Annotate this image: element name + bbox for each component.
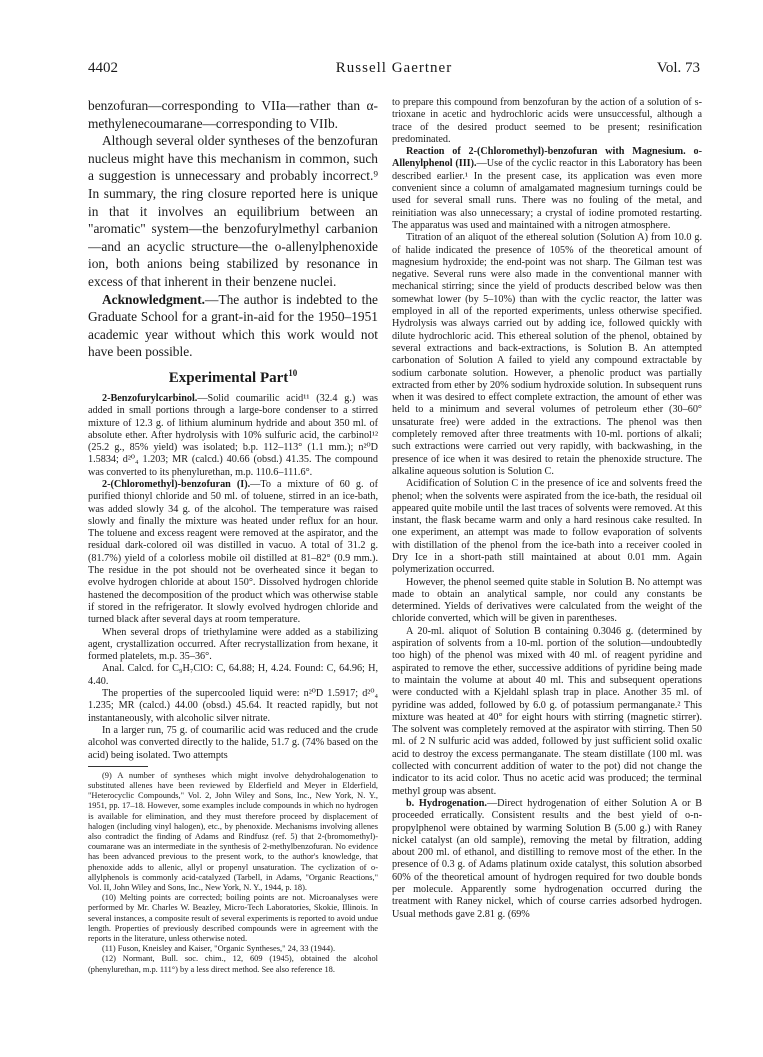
paragraph: Although several older syntheses of the benzofuran nucleus might have this mechanism in common, such a suggestion is unnecessary and probably incorrect.⁹ In summary, the ring closure reported here is unique in that it involves an equilibrium between an "aromatic" system—the benzofurylmethyl carbanion—and an acyclic structure—the o-allenylphenoxide ion, both anions being stabilized by resonance in excess of that inherent in their benzene nuclei. — [88, 133, 378, 289]
paragraph: In a larger run, 75 g. of coumarilic acid was reduced and the crude alcohol was converted directly to the halide, 51.7 g. (74% based on the acid) being isolated. Two attempts — [88, 724, 378, 761]
page-number: 4402 — [88, 60, 118, 76]
experimental-entry — [392, 146, 702, 232]
right-column — [392, 97, 702, 1057]
left-column — [88, 97, 378, 1057]
entry-heading: 2-Benzofurylcarbinol. — [102, 392, 198, 404]
footnote: (12) Normant, Bull. soc. chim., 12, 609 (1945), obtained the alcohol (phenylurethan, m.p. 111°) by a less direct method. See also reference 18. — [88, 954, 378, 974]
entry-text: —Use of the cyclic reactor in this Laboratory has been described earlier.¹ In the present case, its application was even more convenient since a column of amalgamated magnesium turnings could be used for several small runs. There was no fouling of the metal, and reinitiation was also unnecessary; a crystal of iodine promoted restarting. The apparatus was used and maintained with a nitrogen atmosphere. — [392, 158, 702, 231]
paragraph: Titration of an aliquot of the ethereal solution (Solution A) from 10.0 g. of halide indicated the presence of 105% of the theoretical amount of magnesium hydroxide; the end-point was not sharp. The Gilman test was negative. Several runs were also made in the conventional manner with mechanical stirring; since the yield of products described below was then somewhat lower (by 5–10%) than with the cyclic reactor, the latter was employed in all of the reported experiments, unless otherwise specified. Hydrolysis was always carried out by adding ice, followed quickly with dilute hydrochloric acid. This ethereal solution of the phenol, obtained by several extractions and back-extractions, is Solution B. An attempted carbonation of Solution A failed to yield any compound extractable by sodium carbonate solution. However, a phenolic product was partially extracted from ether by 20% sodium hydroxide solution. In subsequent runs when it was desired to effect complete extraction, the amount of ether was held to a minimum and several volumes of petroleum ether (30–60° unsaturate free) were added in the extractions. The phenol was then completely removed after three treatments with 10-ml. portions of alkali; such extractions were carried out very rapidly, with backwashing, in the presence of ice when it was desired to retain the phenoxide structure. The alkaline aqueous solution is Solution C. — [392, 232, 702, 477]
paragraph: However, the phenol seemed quite stable in Solution B. No attempt was made to obtain an analytical sample, nor could any constants be determined. Yields of derivatives were calculated from the weight of the chloride converted, which will be given in parentheses. — [392, 576, 702, 625]
experimental-entry — [88, 479, 378, 627]
entry-heading: Reaction of 2-(Chloromethyl)-benzofuran with Magnesium. o-Allenylphenol (III). — [392, 146, 702, 170]
paragraph: Acidification of Solution C in the presence of ice and solvents freed the phenol; when the solvents were aspirated from the ice-bath, the residual oil appeared quite mobile until the last traces of solvents were removed. At this instant, the flask became warm and only a hard resinous cake resulted. In one experiment, an attempt was made to follow evaporation of solvents with distillation of the phenol from the ice-bath into a receiver cooled in Dry Ice in a short-path still maintained at about 0.01 mm. Again polymerization occurred. — [392, 478, 702, 576]
entry-heading: 2-(Chloromethyl)-benzofuran (I). — [102, 478, 251, 490]
entry-text: —Solid coumarilic acid¹¹ (32.4 g.) was added in small portions through a large-bore condenser to a stirred mixture of 12.3 g. of lithium aluminum hydride and about 350 ml. of absolute ether. After hydrolysis with 10% sulfuric acid, the carbinol¹² (25.2 g., 85% yield) was isolated; b.p. 112–113° (1.1 mm.); n²⁰D 1.5834; d²⁰₄ 1.203; MR (calcd.) 40.66 (obsd.) 41.35. The compound was converted to its phenylurethan, m.p. 110.6–111.6°. — [88, 392, 378, 478]
section-title — [88, 368, 378, 387]
footnote: (10) Melting points are corrected; boiling points are not. Microanalyses were performed by Mr. Charles W. Beazley, Micro-Tech Laboratories, Skokie, Illinois. In several instances, a composite result of several experiments is reported to avoid undue length. Properties of previously described compounds were in agreement with the reports in the literature, unless otherwise noted. — [88, 893, 378, 944]
experimental-entry — [392, 798, 702, 921]
paragraph: The properties of the supercooled liquid were: n²⁰D 1.5917; d²⁰₄ 1.235; MR (calcd.) 44.00 (obsd.) 45.64. It reacted rapidly, but not instantaneously, with alcoholic silver nitrate. — [88, 688, 378, 724]
acknowledgment — [88, 291, 378, 361]
entry-text: —To a mixture of 60 g. of purified thionyl chloride and 50 ml. of toluene, stirred in an ice-bath, was added slowly 34 g. of the alcohol. The temperature was raised slowly and finally the mixture was heated under reflux for an hour. The toluene and excess reagent were removed at the aspirator, and the residual dark-colored oil was distilled in vacuo. A total of 31.2 g. (81.7%) yield of a colorless mobile oil distilled at 81–82° (0.9 mm.). The residue in the pot should not be overheated since it began to evolve hydrogen chloride at about 150°. Dissolved hydrogen chloride hastened the decomposition of the product which was otherwise stable if stored in the refrigerator. It slowly evolved hydrogen chloride and turned black after several days at room temperature. — [88, 478, 378, 626]
paragraph: A 20-ml. aliquot of Solution B containing 0.3046 g. (determined by aspiration of solvents from a 10-ml. portion of the solution—undoubtedly too high) of the phenol was mixed with 40 ml. of reagent pyridine and aspirated to remove the ether, successive additions of pyridine being made to maintain the volume at about 40 ml. This and subsequent operations were conducted with a Kjeldahl splash trap in place. Another 35 ml. of pyridine was added, followed by 6.0 g. of potassium permanganate.² This mixture was heated at 40° for eight hours with stirring (magnetic stirrer). The solvent was completely removed at the aspirator with stirring. Then 50 ml. of 2 N sulfuric acid was added, followed by just sufficient solid oxalic acid to destroy the excess permanganate. The steam distillate (100 ml. was collected with concurrent addition of water to the pot) did not change the indicator to its acid color. Thus no acetic acid was produced; the terminal methyl group was absent. — [392, 625, 702, 797]
acknowledgment-heading: Acknowledgment. — [102, 291, 206, 307]
running-header — [88, 60, 700, 80]
section-title-footnote-mark: 10 — [288, 367, 298, 378]
paragraph: When several drops of triethylamine were added as a stabilizing agent, crystallization occurred. After recrystallization from hexane, it formed platelets, m.p. 35–36°. — [88, 626, 378, 663]
experimental-entry — [88, 393, 378, 479]
analysis-line: Anal. Calcd. for C₉H₇ClO: C, 64.88; H, 4.24. Found: C, 64.96; H, 4.40. — [88, 663, 378, 687]
footnote-divider — [88, 766, 148, 767]
entry-heading: b. Hydrogenation. — [406, 797, 487, 809]
footnote: (11) Fuson, Kneisley and Kaiser, "Organic Syntheses," 24, 33 (1944). — [102, 944, 336, 954]
section-title-text: Experimental Part — [168, 369, 289, 386]
volume-label: Vol. 73 — [656, 60, 700, 76]
paragraph: to prepare this compound from benzofuran by the action of a solution of s-trioxane in acetic and hydrochloric acids were unsuccessful, although a trace of the desired product seemed to be present; resinification predominated. — [392, 97, 702, 145]
entry-text: —Direct hydrogenation of either Solution A or B proceeded erratically. Consistent results and the best yield of o-n-propylphenol were obtained by warming Solution B (5.00 g.) with Raney nickel catalyst (an old sample), removing the metal by filtration, adding about 200 ml. of ethanol, and distilling to remove most of the ether. In the presence of 0.3 g. of Adams platinum oxide catalyst, this solution absorbed 60% of the theoretical amount of hydrogen required for two double bonds per molecule. Apparently some hydrogenation occurred during the treatment with Raney nickel, which of course carries adsorbed hydrogen. Usual methods gave 2.81 g. (69% — [392, 797, 702, 920]
running-author: Russell Gaertner — [335, 60, 453, 76]
footnote: (9) A number of syntheses which might involve dehydrohalogenation to substituted allenes have been reviewed by Elderfield and Meyer in Elderfield, "Heterocyclic Compounds," Vol. 2, John Wiley and Sons, Inc., New York, N. Y., 1951, pp. 17–18. However, some examples include compounds in which no hydrogen is available for elimination, and they must therefore proceed by displacement of halogen (including vinyl halogen), etc., by phenoxide. Mechanisms involving allenes also contradict the finding of Adams and Rindfusz (ref. 5) that 2-(bromomethyl)-coumarane was an intermediate in the synthesis of 2-methylbenzofuran. No evidence has been advanced previous to the present work, to the author's knowledge, that phenoxide adds to allenic, allyl or propenyl unsaturation. The cyclization of o-allylphenols is commonly acid-catalyzed (Tarbell, in Adams, "Organic Reactions," Vol. II, John Wiley and Sons, Inc., New York, N. Y., 1944, p. 18). — [88, 770, 378, 893]
paragraph: benzofuran—corresponding to VIIa—rather than α-methylenecoumarane—corresponding to VIIb. — [88, 98, 378, 131]
acknowledgment-text: —The author is indebted to the Graduate School for a grant-in-aid for the 1950–1951 academic year without which this work would not have been possible. — [88, 291, 378, 360]
